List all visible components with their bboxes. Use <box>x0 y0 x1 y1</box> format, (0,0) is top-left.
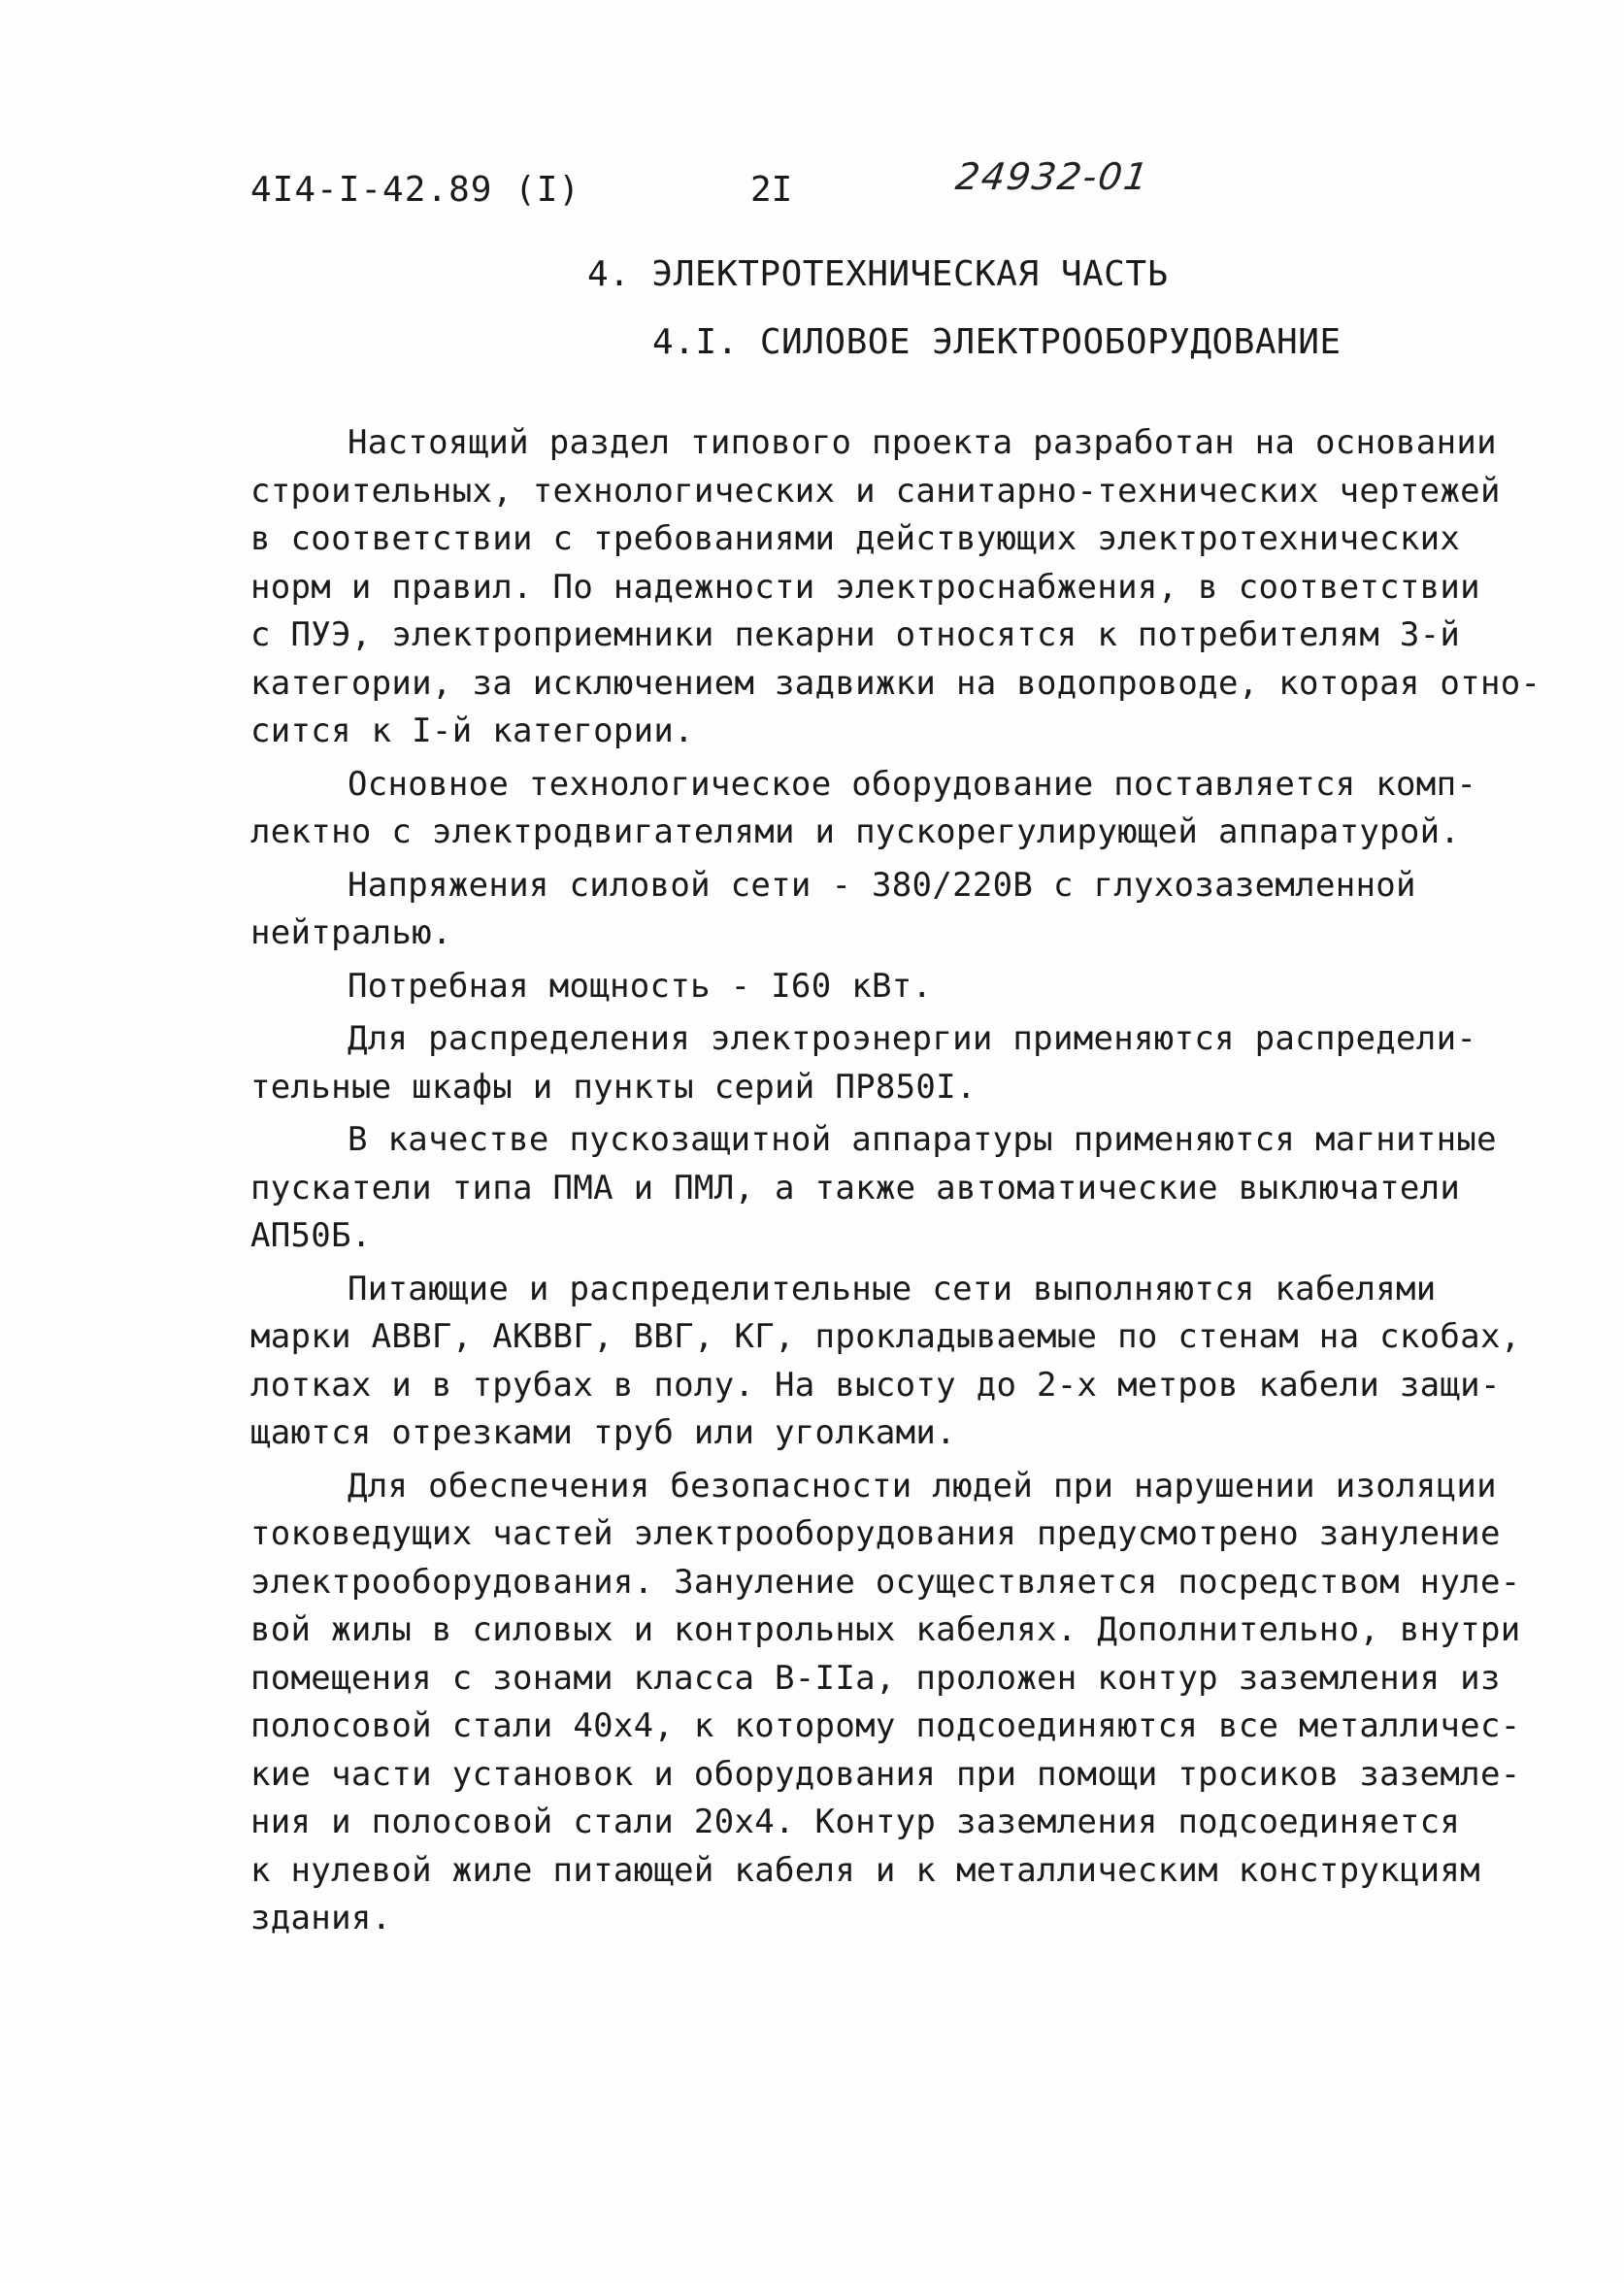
section-title: 4. ЭЛЕКТРОТЕХНИЧЕСКАЯ ЧАСТЬ <box>587 254 1169 294</box>
text-line: нейтралью. <box>250 913 452 952</box>
text-line: токоведущих частей электрооборудования предусмотрено зануление <box>250 1514 1501 1553</box>
text-line: помещения с зонами класса В-IIа, проложен контур заземления из <box>250 1658 1501 1698</box>
paragraph <box>250 963 1551 1011</box>
text-line: Настоящий раздел типового проекта разработан на основании <box>348 423 1497 462</box>
text-line: полосовой стали 40х4, к которому подсоединяются все металличес- <box>250 1706 1521 1745</box>
text-line: щаются отрезками труб или уголками. <box>250 1413 956 1452</box>
text-line: лотках и в трубах в полу. На высоту до 2-х метров кабели защи- <box>250 1365 1501 1405</box>
text-line: в соответствии с требованиями действующих электротехнических <box>250 519 1461 558</box>
paragraph <box>250 1463 1551 1943</box>
text-line: норм и правил. По надежности электроснабжения, в соответствии <box>250 567 1480 607</box>
paragraph <box>250 1015 1551 1111</box>
handwritten-number: 24932-01 <box>952 155 1153 198</box>
text-line: Для распределения электроэнергии применяются распредели- <box>348 1019 1477 1058</box>
text-line: Напряжения силовой сети - 380/220В с глухозаземленной <box>348 865 1416 905</box>
text-line: лектно с электродвигателями и пускорегулирующей аппаратурой. <box>250 812 1461 851</box>
text-line: марки АВВГ, АКВВГ, ВВГ, КГ, прокладываемые по стенам на скобах, <box>250 1317 1521 1356</box>
text-line: строительных, технологических и санитарно-технических чертежей <box>250 471 1501 511</box>
text-line: сится к I-й категории. <box>250 711 694 750</box>
text-line: электрооборудования. Зануление осуществляется посредством нуле- <box>250 1562 1521 1602</box>
text-line: В качестве пускозащитной аппаратуры применяются магнитные <box>348 1120 1497 1159</box>
text-line: с ПУЭ, электроприемники пекарни относятся к потребителям 3-й <box>250 615 1461 654</box>
text-line: кие части установок и оборудования при помощи тросиков заземле- <box>250 1754 1521 1794</box>
text-line: АП50Б. <box>250 1216 372 1255</box>
paragraph <box>250 419 1551 756</box>
document-code: 4I4-I-42.89 (I) <box>250 170 581 210</box>
paragraph <box>250 1116 1551 1261</box>
text-line: пускатели типа ПМА и ПМЛ, а также автоматические выключатели <box>250 1168 1461 1208</box>
text-line: категории, за исключением задвижки на водопроводе, которая отно- <box>250 663 1541 703</box>
text-line: к нулевой жиле питающей кабеля и к металлическим конструкциям <box>250 1850 1480 1890</box>
text-line: Основное технологическое оборудование поставляется комп- <box>348 764 1477 804</box>
subsection-title: 4.I. СИЛОВОЕ ЭЛЕКТРООБОРУДОВАНИЕ <box>652 322 1342 362</box>
body-text <box>250 419 1551 1943</box>
paragraph <box>250 1266 1551 1458</box>
text-line: тельные шкафы и пункты серий ПР850I. <box>250 1067 977 1107</box>
text-line: Для обеспечения безопасности людей при нарушении изоляции <box>348 1466 1497 1505</box>
paragraph <box>250 761 1551 857</box>
text-line: Потребная мощность - I60 кВт. <box>348 966 933 1006</box>
text-line: вой жилы в силовых и контрольных кабелях. Дополнительно, внутри <box>250 1610 1521 1649</box>
text-line: Питающие и распределительные сети выполняются кабелями <box>348 1269 1437 1308</box>
text-line: здания. <box>250 1899 392 1937</box>
paragraph <box>250 862 1551 958</box>
page-number: 2I <box>750 170 793 210</box>
text-line: ния и полосовой стали 20х4. Контур заземления подсоединяется <box>250 1803 1461 1841</box>
